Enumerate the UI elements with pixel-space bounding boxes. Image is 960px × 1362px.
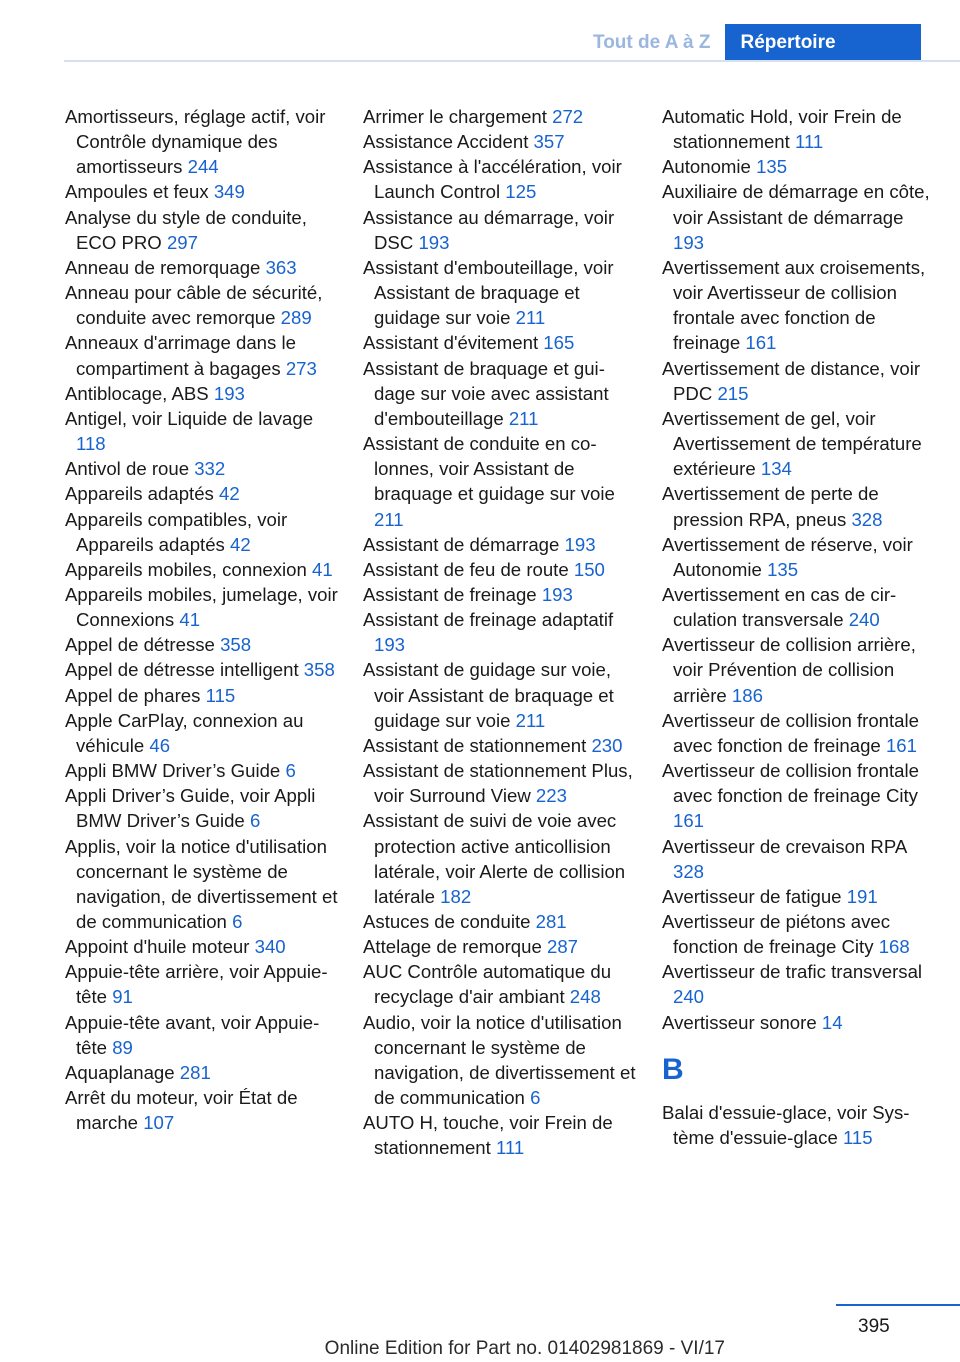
index-entry-term: Avertisseur de collision frontale avec fonction de freinage City <box>662 760 919 807</box>
index-entry <box>662 532 938 582</box>
index-entry-term: Avertisseur de fatigue <box>662 885 842 907</box>
page-reference-link[interactable]: 168 <box>878 936 910 958</box>
index-entry <box>363 909 639 934</box>
index-entry-term: Antivol de roue <box>65 458 190 480</box>
index-entry <box>65 1060 341 1085</box>
index-entry-term: Avertisseur de collision frontale avec fonction de freinage <box>662 709 919 756</box>
index-entry <box>65 708 341 758</box>
index-entry <box>363 532 639 557</box>
index-entry-term: Audio, voir la notice d'utilisation concernant le système de navigation, de divertissement et de communication <box>363 1011 636 1109</box>
index-entry <box>65 959 341 1009</box>
page-reference-link[interactable]: 193 <box>374 634 406 656</box>
index-entry-term: Appareils compatibles, voir Appareils adaptés <box>65 508 288 555</box>
index-entry <box>363 205 639 255</box>
page-reference-link[interactable]: 211 <box>374 508 404 530</box>
index-entry <box>363 959 639 1009</box>
page-reference-link[interactable]: 165 <box>543 332 575 354</box>
page-reference-link[interactable]: 248 <box>569 986 601 1008</box>
index-entry-term: Avertisseur de trafic transversal <box>662 961 923 983</box>
index-entry <box>65 481 341 506</box>
index-entry-term: Avertisseur de crevaison RPA <box>662 835 907 857</box>
index-entry <box>363 557 639 582</box>
index-entry-term: Assistant de freinage <box>363 583 537 605</box>
index-entry <box>65 104 341 179</box>
page-reference-link[interactable]: 240 <box>673 986 705 1008</box>
index-entry-term: Avertissement aux croisements, voir Avertisseur de collision frontale avec fonction de freinage <box>662 256 926 354</box>
header-divider <box>64 60 960 62</box>
index-entry-term: Assistance Accident <box>363 131 529 153</box>
index-entry-term: Appli BMW Driver’s Guide <box>65 760 281 782</box>
index-entry-term: Attelage de remorque <box>363 936 542 958</box>
index-entry <box>662 356 938 406</box>
page-reference-link[interactable]: 6 <box>232 911 243 932</box>
index-entry-term: Apple CarPlay, connexion au véhicule <box>65 709 304 756</box>
index-entry-term: Assistant de feu de route <box>363 558 569 580</box>
index-entry <box>363 129 639 154</box>
index-entry <box>662 909 938 959</box>
index-entry-term: Applis, voir la notice d'utilisation concernant le système de navigation, de divertissement et de communication <box>65 835 338 932</box>
page-reference-link[interactable]: 193 <box>213 382 245 404</box>
page-reference-link[interactable]: 89 <box>112 1036 133 1058</box>
index-entry <box>65 934 341 959</box>
index-entry-term: Assistance à l'accélération, voir Launch Control <box>363 156 622 203</box>
index-entry <box>662 632 938 707</box>
index-entry-term: Assistant de freinage adaptatif <box>363 609 614 631</box>
index-entry-term: Balai d'essuie-glace, voir Système d'essuie-glace <box>662 1101 910 1148</box>
index-entry-term: Avertisseur sonore <box>662 1011 817 1033</box>
index-entry <box>662 758 938 833</box>
index-entry <box>662 154 938 179</box>
page-reference-link[interactable]: 340 <box>254 936 286 958</box>
page-reference-link[interactable]: 332 <box>194 458 226 480</box>
index-entry <box>65 557 341 582</box>
index-entry <box>363 758 639 808</box>
index-entry-term: Appel de phares <box>65 684 201 706</box>
index-entry <box>662 179 938 254</box>
index-column-3 <box>662 104 938 1150</box>
index-entry-term: Assistant d'embouteillage, voir Assistant de braquage et guidage sur voie <box>363 256 614 329</box>
page-reference-link[interactable]: 193 <box>564 533 596 555</box>
page-reference-link[interactable]: 223 <box>535 785 567 807</box>
page-reference-link[interactable]: 193 <box>541 583 573 605</box>
index-entry <box>363 607 639 657</box>
index-entry-term: Appel de détresse <box>65 634 215 656</box>
section-tabs <box>583 24 921 62</box>
index-entry-term: Analyse du style de conduite, ECO PRO <box>65 206 307 253</box>
page-reference-link[interactable]: 281 <box>535 911 567 932</box>
index-entry-term: Appel de détresse intelligent <box>65 659 299 681</box>
page-number-rule <box>836 1304 960 1306</box>
index-entry <box>662 104 938 154</box>
page-reference-link[interactable]: 111 <box>794 131 824 153</box>
page-reference-link[interactable]: 41 <box>312 558 333 580</box>
page-reference-link[interactable]: 287 <box>547 936 579 958</box>
index-entry <box>65 255 341 280</box>
page-reference-link[interactable]: 244 <box>187 156 219 178</box>
page-reference-link[interactable]: 211 <box>508 407 539 429</box>
page-reference-link[interactable]: 358 <box>303 659 335 681</box>
page-reference-link[interactable]: 272 <box>552 106 584 127</box>
index-entry <box>363 255 639 330</box>
index-entry-term: Appoint d'huile moteur <box>65 936 250 958</box>
index-column-2 <box>363 104 639 1161</box>
section-letter-b: B <box>662 1052 684 1086</box>
index-entry-term: Avertisseur de piétons avec fonction de freinage City <box>662 911 891 958</box>
page-reference-link[interactable]: 14 <box>821 1011 843 1033</box>
index-entry-term: Avertissement en cas de circulation transversale <box>662 583 897 631</box>
page-reference-link[interactable]: 289 <box>280 307 312 329</box>
index-entry-term: Assistant de stationnement <box>363 734 587 756</box>
page-reference-link[interactable]: 125 <box>505 181 537 203</box>
index-entry <box>662 481 938 531</box>
index-column-1 <box>65 104 341 1135</box>
tab-a-to-z[interactable]: Tout de A à Z <box>583 24 725 62</box>
index-entry-term: Assistant de démarrage <box>363 533 560 555</box>
index-entry <box>65 205 341 255</box>
page-reference-link[interactable]: 6 <box>249 810 261 832</box>
index-entry-term: Appareils adaptés <box>65 483 214 505</box>
index-entry-term: Auxiliaire de démarrage en côte, voir Assistant de démarrage <box>662 181 930 228</box>
page-reference-link[interactable]: 193 <box>673 231 705 253</box>
index-entry <box>363 657 639 732</box>
index-entry <box>65 330 341 380</box>
index-entry <box>363 356 639 431</box>
index-entry <box>65 456 341 481</box>
index-entry <box>363 431 639 532</box>
index-entry-term: Avertissement de perte de pression RPA, pneus <box>662 483 879 530</box>
index-entry-term: Appareils mobiles, jumelage, voir Connexions <box>65 583 338 631</box>
index-entry-term: Arrêt du moteur, voir État de marche <box>65 1087 298 1134</box>
page-reference-link[interactable]: 135 <box>767 558 799 580</box>
index-entry-term: Amortisseurs, réglage actif, voir Contrôle dynamique des amortisseurs <box>65 106 326 178</box>
index-entry <box>363 330 639 355</box>
index-entry <box>662 1010 938 1035</box>
index-entry-term: Assistant de braquage et guidage sur voie avec assistant d'embouteillage <box>363 357 609 429</box>
index-entry <box>65 507 341 557</box>
index-entry <box>363 733 639 758</box>
index-entry <box>662 255 938 356</box>
index-entry <box>662 582 938 632</box>
index-entry-term: Ampoules et feux <box>65 181 209 203</box>
index-entry <box>363 1010 639 1111</box>
page-reference-link[interactable]: 161 <box>885 734 917 756</box>
index-entry <box>65 582 341 632</box>
index-entry-term: Astuces de conduite <box>363 911 531 932</box>
page-reference-link[interactable]: 328 <box>673 860 705 882</box>
index-entry <box>65 381 341 406</box>
page-reference-link[interactable]: 363 <box>265 256 297 278</box>
index-entry <box>65 1010 341 1060</box>
index-entry-term: Avertisseur de collision arrière, voir Prévention de collision arrière <box>662 634 916 706</box>
index-entry <box>662 1100 938 1150</box>
index-entry-term: Assistant de stationnement Plus, voir Surround View <box>363 760 633 807</box>
index-entry-term: Assistance au démarrage, voir DSC <box>363 206 615 253</box>
index-entry <box>65 406 341 456</box>
index-entry-term: Avertissement de distance, voir PDC <box>662 357 921 404</box>
page-reference-link[interactable]: 42 <box>230 533 251 555</box>
index-entry <box>65 1085 341 1135</box>
index-entry-term: Antiblocage, ABS <box>65 382 209 404</box>
page-reference-link[interactable]: 135 <box>756 156 788 178</box>
page-reference-link[interactable]: 182 <box>440 885 472 907</box>
index-entry <box>363 1110 639 1160</box>
page-reference-link[interactable]: 215 <box>717 382 749 404</box>
page-reference-link[interactable]: 161 <box>673 810 705 832</box>
index-entry-term: Assistant de conduite en colonnes, voir Assistant de braquage et guidage sur voie <box>363 433 615 505</box>
page-reference-link[interactable]: 211 <box>515 307 546 329</box>
index-entry-term: Aquaplanage <box>65 1061 175 1083</box>
index-entry-term: Anneau de remorquage <box>65 256 261 278</box>
page-reference-link[interactable]: 193 <box>418 231 450 253</box>
page-number: 395 <box>858 1316 890 1337</box>
page-reference-link[interactable]: 357 <box>533 131 565 153</box>
page-reference-link[interactable]: 6 <box>530 1087 541 1109</box>
page-reference-link[interactable]: 41 <box>179 609 201 631</box>
page-reference-link[interactable]: 161 <box>745 332 777 354</box>
index-entry <box>65 834 341 935</box>
page-reference-link[interactable]: 107 <box>143 1112 175 1134</box>
index-entry-term: Appuie-tête arrière, voir Appuie-tête <box>65 961 328 1008</box>
index-entry-term: Avertissement de gel, voir Avertissement de température extérieure <box>662 407 922 480</box>
page-reference-link[interactable]: 349 <box>213 181 245 203</box>
index-entry-term: Anneaux d'arrimage dans le compartiment à bagages <box>65 332 296 379</box>
index-entry-term: Autonomie <box>662 156 751 178</box>
page-reference-link[interactable]: 328 <box>851 508 883 530</box>
index-entry-term: Assistant de guidage sur voie, voir Assistant de braquage et guidage sur voie <box>363 659 614 731</box>
index-entry-term: Appareils mobiles, connexion <box>65 558 307 580</box>
page-reference-link[interactable]: 134 <box>760 458 792 480</box>
page-reference-link[interactable]: 358 <box>220 634 252 656</box>
index-entry <box>662 884 938 909</box>
index-entry-term: Arrimer le chargement <box>363 106 547 127</box>
index-entry-term: AUC Contrôle automatique du recyclage d'air ambiant <box>363 961 612 1008</box>
edition-footer: Online Edition for Part no. 01402981869 - VI/17 <box>324 1338 725 1359</box>
index-entry <box>65 783 341 833</box>
index-entry <box>363 808 639 909</box>
tab-index[interactable]: Répertoire <box>725 24 921 62</box>
page-reference-link[interactable]: 150 <box>573 558 605 580</box>
index-entry-term: AUTO H, touche, voir Frein de stationnement <box>363 1112 613 1159</box>
index-entry-term: Assistant d'évitement <box>363 332 539 354</box>
page-reference-link[interactable]: 115 <box>842 1126 873 1148</box>
index-entry <box>363 934 639 959</box>
index-entry-term: Appli Driver’s Guide, voir Appli BMW Driver’s Guide <box>65 785 316 832</box>
page-reference-link[interactable]: 115 <box>205 684 236 706</box>
page-reference-link[interactable]: 240 <box>848 609 880 631</box>
page-reference-link[interactable]: 273 <box>285 357 317 379</box>
page-reference-link[interactable]: 91 <box>112 986 133 1008</box>
page-reference-link[interactable]: 42 <box>219 483 240 505</box>
index-entry <box>65 683 341 708</box>
index-entry-term: Automatic Hold, voir Frein de stationnement <box>662 106 902 153</box>
page-reference-link[interactable]: 46 <box>149 734 171 756</box>
index-entry <box>65 280 341 330</box>
index-entry-term: Antigel, voir Liquide de lavage <box>65 407 314 429</box>
index-entry <box>363 154 639 204</box>
page-reference-link[interactable]: 111 <box>495 1137 525 1159</box>
index-entry <box>363 582 639 607</box>
index-entry <box>662 708 938 758</box>
index-entry-term: Anneau pour câble de sécurité, conduite avec remorque <box>65 282 323 329</box>
page-reference-link[interactable]: 230 <box>591 734 623 756</box>
page-reference-link[interactable]: 281 <box>179 1061 211 1083</box>
index-entry <box>363 104 639 129</box>
index-entry <box>65 758 341 783</box>
page-reference-link[interactable]: 211 <box>515 709 546 731</box>
page-reference-link[interactable]: 118 <box>76 433 106 455</box>
index-entry-term: Appuie-tête avant, voir Appuie-tête <box>65 1011 320 1058</box>
page-reference-link[interactable]: 186 <box>731 684 763 706</box>
index-entry <box>662 834 938 884</box>
index-entry <box>65 179 341 204</box>
page-reference-link[interactable]: 191 <box>846 885 878 907</box>
index-entry-term: Assistant de suivi de voie avec protection active anticollision latérale, voir Alerte de collision latérale <box>363 810 626 907</box>
index-entry-term: Avertissement de réserve, voir Autonomie <box>662 533 913 580</box>
index-entry <box>662 406 938 481</box>
index-entry <box>662 959 938 1009</box>
index-entry <box>65 632 341 657</box>
page-reference-link[interactable]: 6 <box>285 760 296 782</box>
index-entry <box>65 657 341 682</box>
page-reference-link[interactable]: 297 <box>166 231 198 253</box>
